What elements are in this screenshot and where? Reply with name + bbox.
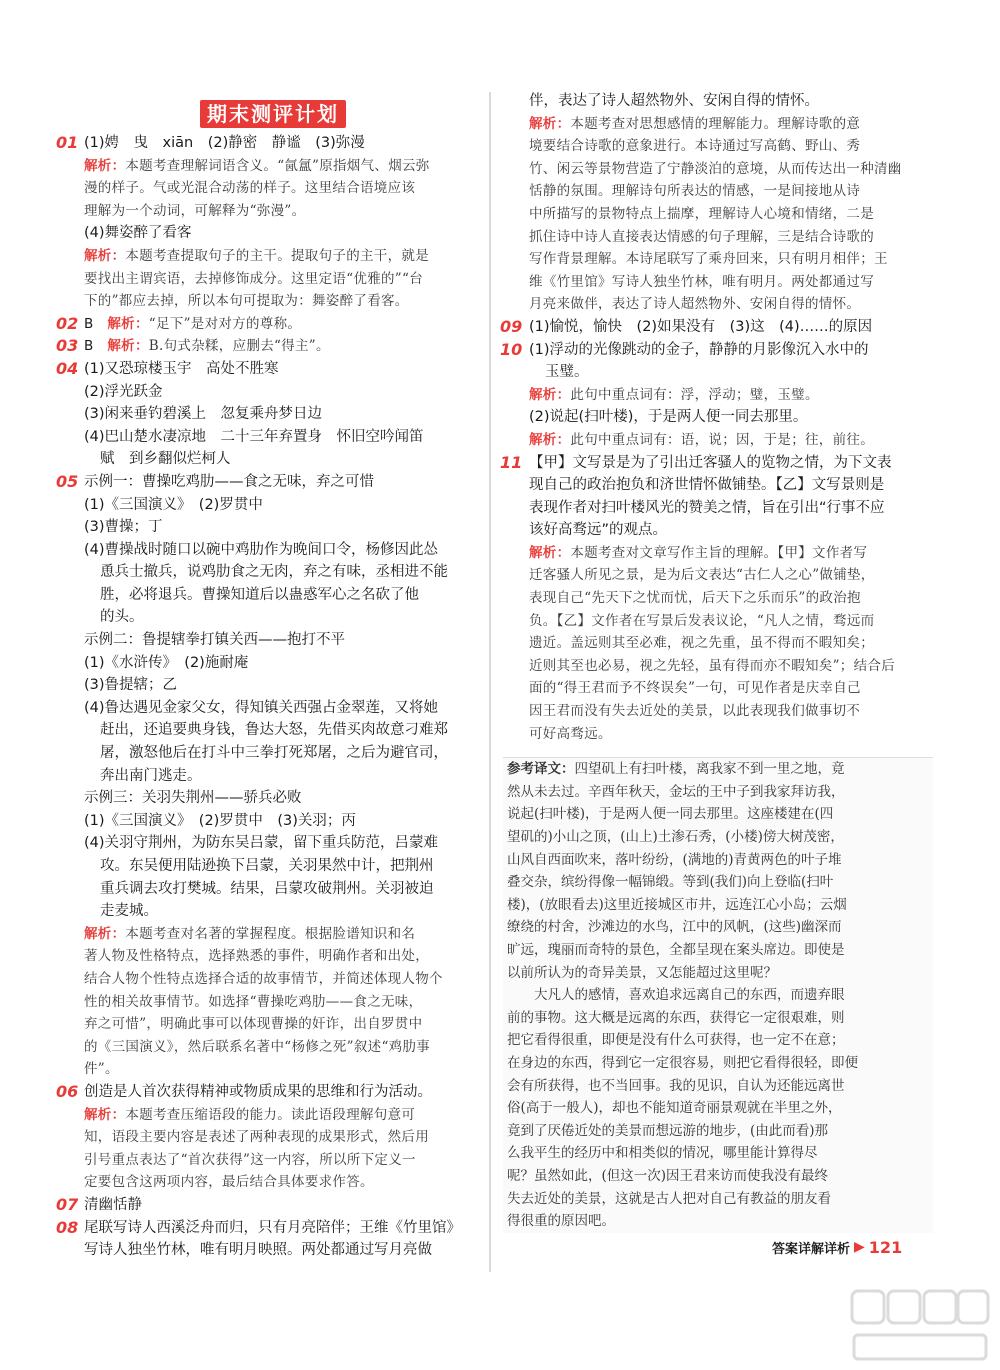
question-number: 03 [56, 336, 79, 356]
answer-line: (4)关羽守荆州，为防东吴吕蒙，留下重兵防范，吕蒙难 [84, 835, 439, 852]
answer-line: 攻。东吴便用陆逊换下吕蒙，关羽果然中计，把荆州 [100, 858, 434, 874]
answer-line: 走麦城。 [100, 903, 158, 920]
answer-block [58, 313, 478, 336]
answer-line: 要找出主谓宾语，去掉修饰成分。这里定语“优雅的”“台 [84, 270, 424, 287]
answer-line: 重兵调去攻打樊城。结果，吕蒙攻破荆州。关羽被迫 [100, 880, 434, 897]
answer-line: 写作背景理解。本诗尾联写了乘舟回来，只有明月相伴；王 [529, 251, 888, 268]
answer-line: (1)《水浒传》 (2)施耐庵 [84, 654, 249, 671]
explanation-line: 解析：本题考查对文章写作主旨的理解。【甲】文作者写 [529, 544, 868, 561]
answer-line: 理解为一个动词，可解释为“弥漫”。 [84, 202, 306, 219]
answer-block [503, 90, 933, 316]
answer-line: 表现自己“先天下之忧而忧，后天下之乐而乐”的政治抱 [529, 590, 861, 607]
analysis-label: 解析： [107, 338, 149, 355]
translation-line: 以前所认为的奇异美景，又怎能超过这里呢？ [507, 964, 777, 981]
answer-block [58, 335, 478, 358]
question-number: 08 [56, 1217, 79, 1237]
analysis-label: 解析： [529, 115, 571, 132]
answer-line: 性的相关故事情节。如选择“曹操吃鸡肋——食之无味， [84, 993, 423, 1010]
page-title: 期末测评计划 [200, 100, 346, 128]
analysis-label: 解析： [84, 157, 126, 174]
answer-line: (1)浮动的光像跳动的金子，静静的月影像沉入水中的 [529, 341, 869, 358]
question-number: 07 [56, 1194, 79, 1214]
answer-line: 示例三：关羽失荆州——骄兵必败 [84, 790, 302, 807]
translation-line: 把它看得很重，即便是没有什么可获得，也一定不在意； [507, 1032, 845, 1049]
answer-line: 著人物及性格特点，选择熟悉的事件，明确作者和出处， [84, 948, 429, 965]
answer-line: (4)鲁达遇见金家父女，得知镇关西强占金翠莲，又将她 [84, 699, 439, 716]
footer-label: 答案详解详析 [772, 1241, 851, 1257]
answer-line: (1)《三国演义》 (2)罗贯中 (3)关羽；丙 [84, 812, 356, 829]
page-number: 121 [868, 1237, 903, 1257]
analysis-label: 解析： [529, 544, 571, 561]
answer-line: 赋 到乡翻似烂柯人 [100, 451, 231, 468]
analysis-label: 解析： [84, 925, 126, 942]
analysis-label: 解析： [529, 386, 571, 403]
answer-line: 境要结合诗歌的意象进行。本诗通过写高鹤、野山、秀 [529, 138, 861, 155]
answer-line: 赶出，还追要典身钱，鲁达大怒，先借买肉故意刁难郑 [100, 722, 448, 739]
translation-line: 大凡人的感情，喜欢追求远离自己的东西，而遗弃眼 [507, 987, 845, 1004]
explanation-line: 解析：本题考查对思想感情的理解能力。理解诗歌的意 [529, 115, 861, 132]
arrow-icon: ▶ [854, 1239, 865, 1255]
answer-line: (1)《三国演义》 (2)罗贯中 [84, 496, 263, 513]
answer-line: 竹、闲云等景物营造了宁静淡泊的意境，从而传达出一种清幽 [529, 160, 902, 177]
answer-line: 件”。 [84, 1061, 119, 1078]
answer-line: (3)曹操；丁 [84, 519, 163, 536]
answer-line: (4)巴山楚水凄凉地 二十三年弃置身 怀旧空吟闻笛 [84, 428, 424, 445]
answer-line: (2)浮光跃金 [84, 383, 163, 400]
explanation-line: 解析：本题考查提取句子的主干。提取句子的主干，就是 [84, 247, 430, 264]
answer-line: 玉璧。 [545, 364, 589, 381]
answer-line: 伴，表达了诗人超然物外、安闲自得的情怀。 [529, 93, 819, 109]
answer-line: 面的“得王君而予不终误矣”一句，可见作者是庆幸自己 [529, 680, 861, 697]
answer-line: (4)舞姿醉了看客 [84, 225, 192, 242]
page-footer [772, 1236, 902, 1258]
answer-block [500, 316, 933, 339]
question-number: 01 [56, 133, 79, 152]
answer-line: (3)鲁提辖；乙 [84, 677, 178, 694]
answer-line: 屠，激怒他后在打斗中三拳打死郑屠，之后为避官司， [100, 745, 448, 762]
analysis-label: 解析： [529, 431, 571, 448]
answer-line: 示例一：曹操吃鸡肋——食之无味，弃之可惜 [84, 473, 374, 490]
translation-line: 得很重的原因吧。 [507, 1213, 615, 1230]
analysis-label: 解析： [84, 1106, 126, 1123]
translation-line: 失去近处的美景，这就是古人把对自己有教益的朋友看 [507, 1190, 831, 1207]
translation-line: 么我平生的经历中和相类似的情况，哪里能计算得尽 [507, 1145, 818, 1162]
answer-line: (3)闲来垂钓碧溪上 忽复乘舟梦日边 [84, 406, 323, 423]
translation-line: 楼)，(放眼看去)这里近接城区市井，远连江心小岛；云烟 [507, 896, 847, 913]
answer-block [58, 1194, 478, 1217]
answer-line: 示例二：鲁提辖拳打镇关西——抱打不平 [84, 632, 345, 649]
translation-line: 呢？虽然如此，(但这一次)因王君来访而使我没有最终 [507, 1167, 829, 1184]
answer-line: 恿兵士撤兵，说鸡肋食之无肉，弃之有味，丞相进不能 [100, 564, 448, 581]
analysis-label: 解析： [107, 315, 149, 332]
reference-label: 参考译文： [507, 761, 575, 778]
answer-line: 月亮来做伴，表达了诗人超然物外、安闲自得的情怀。 [529, 296, 861, 313]
translation-line: 俗(高于一般人)，却也不能知道奇丽景观就在半里之外， [507, 1100, 842, 1117]
answer-line: 知，语段主要内容是表述了两种表现的成果形式，然后用 [84, 1129, 429, 1146]
answer-line: 的头。 [100, 609, 144, 626]
translation-line: 在身边的东西，得到它一定很容易，则把它看得很轻，即便 [507, 1054, 858, 1071]
answer-line: 弃之可惜”，明确此事可以体现曹操的奸诈，出自罗贯中 [84, 1016, 423, 1033]
answer-line: 清幽恬静 [84, 1196, 142, 1213]
answer-line: (4)曹操战时随口以碗中鸡肋作为晚间口令，杨修因此怂 [84, 541, 439, 558]
answer-line: (2)说起(扫叶楼)，于是两人便一同去那里。 [529, 409, 808, 426]
translation-line: 叠交杂，缤纷得像一幅锦缎。等到(我们)向上登临(扫叶 [507, 874, 834, 891]
question-number: 02 [56, 313, 79, 333]
answer-line: 维《竹里馆》写诗人独坐竹林，唯有明月。两处都通过写 [529, 273, 874, 290]
answer-line: 【甲】文写景是为了引出迁客骚人的览物之情，为下文表 [529, 454, 892, 471]
question-number: 04 [56, 358, 79, 378]
question-number: 11 [500, 452, 523, 472]
answer-line: 下的”都应去掉，所以本句可提取为：舞姿醉了看客。 [84, 293, 409, 310]
answer-block [58, 132, 478, 313]
translation-line: 山风自西面吹来，落叶纷纷，(满地的)青黄两色的叶子堆 [507, 851, 842, 868]
answer-line: 定要包含这两项内容，最后结合具体要求作答。 [84, 1174, 374, 1191]
explanation-line: B 解析：B.句式杂糅，应删去“得主”。 [84, 338, 330, 355]
answer-line: 写诗人独坐竹林，唯有明月映照。两处都通过写月亮做 [84, 1242, 432, 1259]
answer-block [58, 1217, 478, 1262]
watermark-logo [850, 1285, 990, 1365]
translation-line: 会有所获得，也不当回事。我的见识，自认为还能远离世 [507, 1077, 845, 1094]
answer-line: 中所描写的景物特点上揣摩，理解诗人心境和情绪，二是 [529, 205, 874, 222]
answer-line: 奔出南门逃走。 [100, 767, 202, 784]
analysis-label: 解析： [84, 247, 126, 264]
answer-line: 遗近。盖远则其至必难，视之先重，虽不得而不暇知矣； [529, 635, 874, 652]
answer-line: (1)娉 曳 xiān (2)静密 静谧 (3)弥漫 [84, 135, 365, 151]
explanation-line: 解析：本题考查理解词语含义。“氤氲”原指烟气、烟云弥 [84, 157, 430, 174]
reference-translation [503, 757, 933, 1232]
answer-line: 因王君而没有失去近处的美景，以此表现我们做事切不 [529, 703, 861, 720]
question-number: 05 [56, 471, 79, 491]
answer-line: 迁客骚人所见之景，是为后文表达“古仁人之心”做铺垫， [529, 567, 875, 584]
answer-line: 结合人物个性特点选择合适的故事情节，并简述体现人物个 [84, 970, 443, 987]
explanation-line: B 解析：“足下”是对对方的尊称。 [84, 315, 302, 332]
translation-line: 前的事物。这大概是远离的东西，获得它一定很艰难，则 [507, 1009, 845, 1026]
translation-line: 望矶的)小山之顶，(山上)土渗石秀，(小楼)傍大树茂密， [507, 829, 844, 845]
answer-block [500, 339, 933, 452]
explanation-line: 解析：此句中重点词有：浮，浮动；璧，玉璧。 [529, 386, 819, 403]
explanation-line: 解析：此句中重点词有：语，说；因，于是；往，前往。 [529, 431, 875, 448]
answer-line: 引号重点表达了“首次获得”这一内容，所以所下定义一 [84, 1151, 416, 1168]
answer-line: 近则其至也必易，视之先轻，虽有得而亦不暇知矣”；结合后 [529, 657, 896, 674]
left-column [58, 132, 478, 1262]
answer-line: 负。【乙】文作者在写景后发表议论，“凡人之情，骛远而 [529, 612, 875, 629]
answer-line: 漫的样子。气或光混合动荡的样子。这里结合语境应该 [84, 180, 416, 197]
answer-line: 现自己的政治抱负和济世情怀做铺垫。【乙】文写景则是 [529, 477, 885, 494]
translation-line: 参考译文：四望矶上有扫叶楼，离我家不到一里之地，竟 [507, 761, 845, 778]
answer-line: 的《三国演义》，然后联系名著中“杨修之死”叙述“鸡肋事 [84, 1038, 431, 1055]
translation-line: 缭绕的村舍，沙滩边的水鸟，江中的风帆，(这些)幽深而 [507, 919, 842, 936]
column-divider [489, 92, 491, 1272]
question-number: 06 [56, 1081, 79, 1101]
right-column [500, 90, 933, 1233]
answer-line: 恬静的氛围。理解诗句所表达的情感，一是间接地从诗 [529, 183, 861, 200]
answer-line: 可好高骛远。 [529, 725, 612, 742]
translation-line: 然从未去过。辛酉年秋天，金坛的王中子到我家拜访我， [507, 783, 845, 800]
translation-line: 竟到了厌倦近处的美景而想远游的地步，(由此而看)那 [507, 1122, 829, 1139]
answer-line: 尾联写诗人西溪泛舟而归，只有月亮陪伴；王维《竹里馆》 [84, 1219, 461, 1236]
answer-block [58, 358, 478, 471]
explanation-line: 解析：本题考查压缩语段的能力。读此语段理解句意可 [84, 1106, 416, 1123]
answer-line: 创造是人首次获得精神或物质成果的思维和行为活动。 [84, 1083, 432, 1100]
translation-line: 说起(扫叶楼)，于是两人便一同去那里。这座楼建在(四 [507, 806, 834, 823]
answer-block [500, 452, 933, 746]
answer-line: 胜，必将退兵。曹操知道后以蛊惑军心之名砍了他 [100, 586, 419, 603]
answer-block [58, 1081, 478, 1194]
answer-line: 抓住诗中诗人直接表达情感的句子理解，三是结合诗歌的 [529, 228, 874, 245]
translation-line: 旷远，瑰丽而奇特的景色，全都呈现在案头席边。即使是 [507, 941, 845, 958]
answer-line: (1)愉悦，愉快 (2)如果没有 (3)这 (4)……的原因 [529, 318, 873, 335]
question-number: 10 [500, 339, 523, 359]
explanation-line: 解析：本题考查对名著的掌握程度。根据脸谱知识和名 [84, 925, 416, 942]
question-number: 09 [500, 316, 523, 336]
answer-block [58, 471, 478, 1081]
answer-line: 表现作者对扫叶楼风光的赞美之情，旨在引出“行事不应 [529, 499, 885, 516]
answer-line: (1)又恐琼楼玉宇 高处不胜寒 [84, 360, 279, 377]
answer-line: 该好高骛远”的观点。 [529, 522, 668, 539]
